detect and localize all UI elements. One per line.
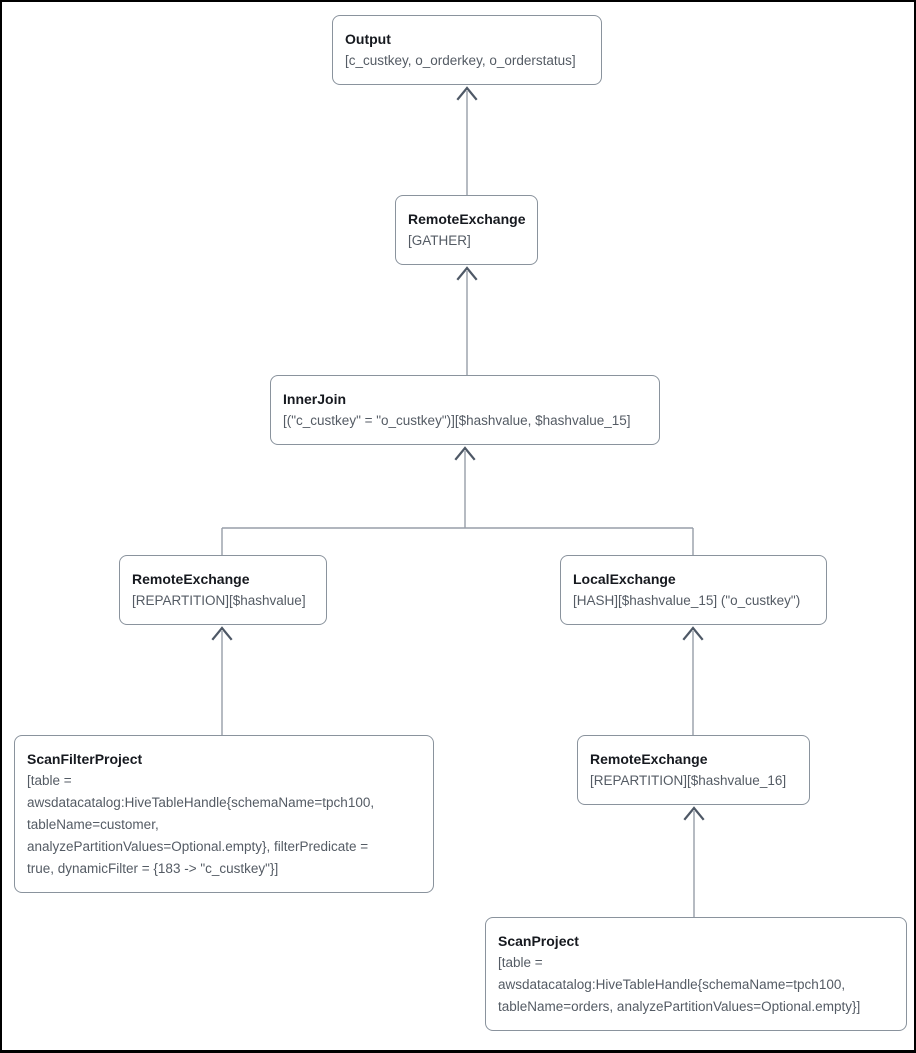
node-detail: [table = <box>27 773 72 788</box>
edge-children-to-innerjoin <box>222 448 693 555</box>
node-detail: [REPARTITION][$hashvalue_16] <box>590 773 787 788</box>
node-title: RemoteExchange <box>408 211 526 227</box>
node-detail: [GATHER] <box>408 233 471 248</box>
node-detail: [("c_custkey" = "o_custkey")][$hashvalue, $hashvalue_15] <box>283 413 631 428</box>
node-detail: awsdatacatalog:HiveTableHandle{schemaName=tpch100, <box>27 795 375 810</box>
plan-edges <box>2 2 916 1053</box>
node-title: ScanFilterProject <box>27 751 143 767</box>
plan-node-remote-exchange-gather <box>395 195 538 265</box>
node-detail: true, dynamicFilter = {183 -> "c_custkey"}] <box>27 861 279 876</box>
edge-gather-to-output <box>458 88 476 195</box>
plan-node-local-exchange <box>560 555 827 625</box>
plan-node-remote-exchange-repartition <box>119 555 327 625</box>
node-detail: tableName=orders, analyzePartitionValues=Optional.empty}] <box>498 999 861 1014</box>
edge-scanproject-to-repartition16 <box>685 808 703 917</box>
node-detail: awsdatacatalog:HiveTableHandle{schemaName=tpch100, <box>498 977 846 992</box>
node-title: ScanProject <box>498 933 579 949</box>
node-detail: [c_custkey, o_orderkey, o_orderstatus] <box>345 53 576 68</box>
plan-node-remote-exchange-repartition-16 <box>577 735 810 805</box>
node-detail: [table = <box>498 955 543 970</box>
node-detail: analyzePartitionValues=Optional.empty}, filterPredicate = <box>27 839 369 854</box>
node-detail: tableName=customer, <box>27 817 159 832</box>
edge-scanfilterproject-to-repartition <box>213 628 231 735</box>
plan-node-scan-project <box>485 917 907 1031</box>
plan-node-scan-filter-project <box>14 735 434 893</box>
node-title: LocalExchange <box>573 571 676 587</box>
node-title: Output <box>345 31 391 47</box>
node-detail: [REPARTITION][$hashvalue] <box>132 593 306 608</box>
plan-node-inner-join <box>270 375 660 445</box>
edge-innerjoin-to-gather <box>458 268 476 375</box>
node-detail: [HASH][$hashvalue_15] ("o_custkey") <box>573 593 801 608</box>
node-title: RemoteExchange <box>132 571 250 587</box>
plan-node-output <box>332 15 602 85</box>
node-title: RemoteExchange <box>590 751 708 767</box>
edge-repartition16-to-localexchange <box>684 628 702 735</box>
node-title: InnerJoin <box>283 391 347 407</box>
